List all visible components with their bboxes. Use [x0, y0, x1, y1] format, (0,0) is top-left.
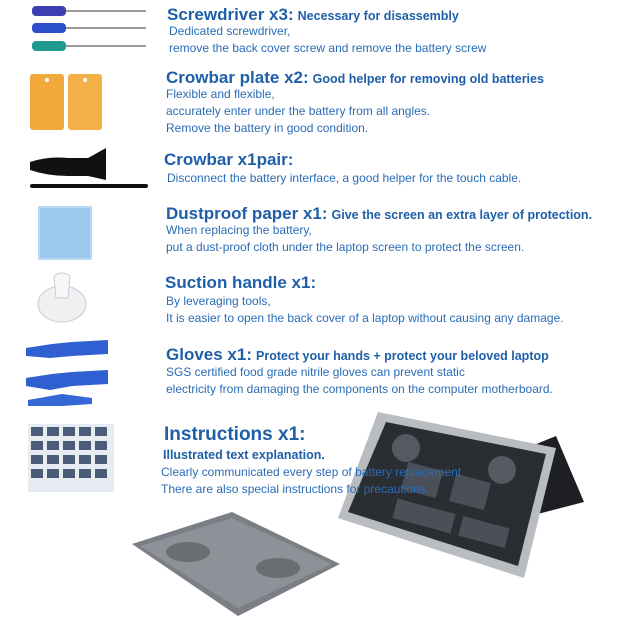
gloves-title: Gloves x1: Protect your hands + protect your beloved laptop: [166, 345, 549, 364]
instruction-sheet-icon: [28, 424, 114, 492]
crowbar-title: Crowbar x1pair:: [164, 150, 294, 169]
gloves-description: SGS certified food grade nitrile gloves can prevent static electricity from damaging the components on the computer motherboard.: [166, 365, 553, 396]
crowbar-plate-description: Flexible and flexible, accurately enter under the battery from all angles. Remove the battery in good condition.: [166, 87, 431, 135]
gloves-icon: [22, 338, 112, 408]
dustproof-paper-description: When replacing the battery, put a dust-proof cloth under the laptop screen to protect the screen.: [166, 223, 525, 254]
crowbar-description: Disconnect the battery interface, a good helper for the touch cable.: [167, 171, 522, 185]
suction-handle-icon: [36, 268, 88, 326]
crowbar-plate-title: Crowbar plate x2: Good helper for removing old batteries: [166, 68, 544, 87]
screwdriver-description: Dedicated screwdriver, remove the back cover screw and remove the battery screw: [169, 24, 487, 55]
suction-handle-title: Suction handle x1:: [165, 273, 317, 292]
crowbar-icon: [28, 146, 152, 192]
dustproof-paper-icon: [38, 206, 92, 260]
laptop-back-cover-image: [128, 508, 344, 620]
screwdriver-title: Screwdriver x3: Necessary for disassembly: [167, 5, 459, 24]
crowbar-plate-icon: [28, 72, 104, 132]
instructions-title: Instructions x1:: [164, 424, 306, 445]
instructions-description: Clearly communicated every step of battery replacement There are also special instructions for precautions.: [161, 465, 462, 496]
screwdriver-icon: [28, 2, 148, 56]
instructions-subtitle: Illustrated text explanation.: [163, 448, 325, 462]
suction-handle-description: By leveraging tools, It is easier to open the back cover of a laptop without causing any damage.: [166, 294, 564, 325]
dustproof-paper-title: Dustproof paper x1: Give the screen an extra layer of protection.: [166, 204, 593, 223]
